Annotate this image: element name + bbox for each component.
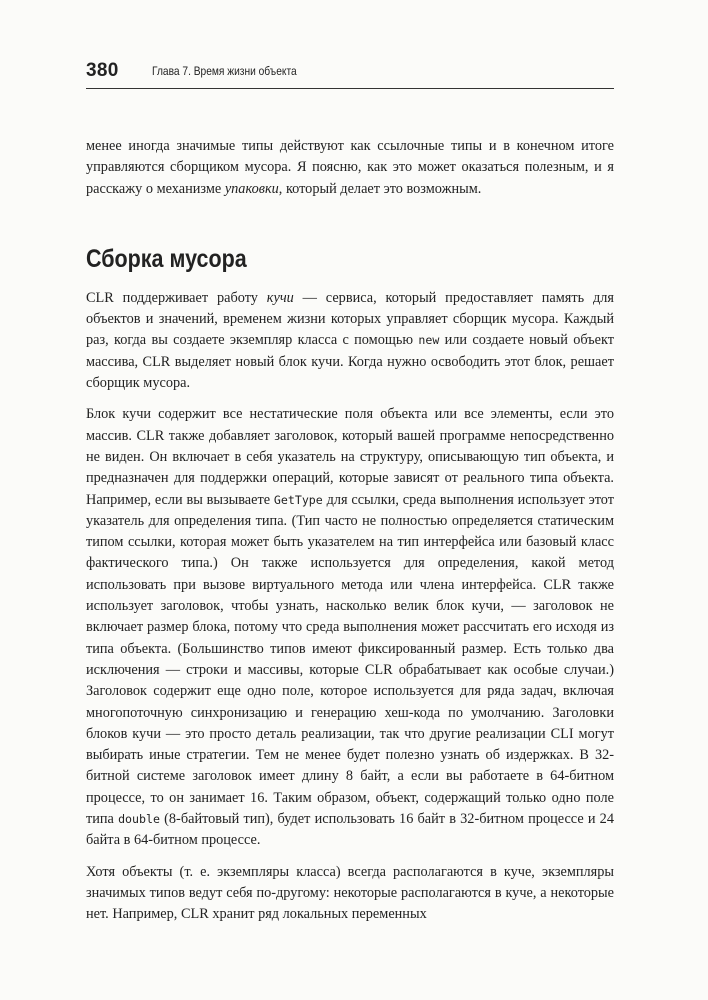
intro-text-1: менее иногда значимые типы действуют как ссылочные типы и в конечном итоге управляются сборщиком мусора. Я поясню, как это может оказаться полезным, и я расскажу о механизме (86, 138, 614, 197)
p1-emphasis-heap: кучи (266, 289, 294, 306)
p2-text-2: для ссылки, среда выполнения использует этот указатель для определения типа. (Тип часто не полностью определяется статическим типом ссылки, которая может быть указателем на тип интерфейса или базовый класс фактического типа.) Он также используется для определения, какой метод использовать при вызове виртуального метода или члена интерфейса. CLR также использует заголовок, чтобы узнать, насколько велик блок кучи, — заголовок не включает размер блока, потому что среда выполнения может рассчитать его исходя из типа объекта. (Большинство типов имеют фиксированный размер. Есть только два исключения — строки и массивы, которые CLR обрабатывает как особые случаи.) Заголовок содержит еще одно поле, которое используется для ряда задач, включая многопоточную синхронизацию и генерацию хеш-кода по умолчанию. Заголовки блоков кучи — это просто деталь реализации, так что другие реализации CLI могут выбирать иные стратегии. Тем не менее будет полезно узнать об издержках. В 32-битной системе заголовок имеет длину 8 байт, а если вы работаете в 64-битном процессе, то он занимает 16. Таким образом, объект, содержащий только одно поле типа (86, 491, 614, 828)
p1-code-new: new (418, 333, 440, 348)
section-title: Сборка мусора (86, 244, 247, 273)
page-number: 380 (86, 60, 119, 81)
paragraph-value-types: Хотя объекты (т. е. экземпляры класса) всегда располагаются в куче, экземпляры значимых типов ведут себя по-другому: некоторые располагаются в куче, а некоторые нет. Например, CLR хранит ряд локальных переменных (86, 863, 614, 923)
intro-emphasis: упаковки (224, 180, 279, 197)
p2-text-3: (8-байтовый тип), будет использовать 16 байт в 32-битном процессе и 24 байта в 64-битном процессе. (86, 811, 614, 849)
paragraph-heap (86, 288, 614, 394)
intro-paragraph (86, 136, 614, 200)
intro-text-2: , который делает это возможным. (278, 180, 482, 197)
p1-text-2: — сервиса, который предоставляет память для объектов и значений, временем жизни которых управляет сборщик мусора. Каждый раз, когда вы создаете экземпляр класса с помощью (86, 289, 614, 349)
p2-text-1: Блок кучи содержит все нестатические поля объекта или все элементы, если это массив. CLR также добавляет заголовок, который вашей программе непосредственно не виден. Он включает в себя указатель на структуру, описывающую тип объекта, и предназначен для поддержки операций, которые зависят от реального типа объекта. Например, если вы вызываете (86, 406, 614, 508)
p2-code-double: double (118, 812, 160, 827)
running-head: Глава 7. Время жизни объекта (152, 65, 297, 78)
p1-text-3: или создаете новый объект массива, CLR выделяет новый блок кучи. Когда нужно освободить этот блок, решает сборщик мусора. (86, 332, 615, 392)
p2-code-gettype: GetType (273, 492, 323, 507)
page-body (86, 136, 614, 926)
p1-text-1: CLR поддерживает работу (86, 289, 267, 306)
paragraph-heap-block (86, 404, 614, 851)
page-header (86, 58, 614, 89)
